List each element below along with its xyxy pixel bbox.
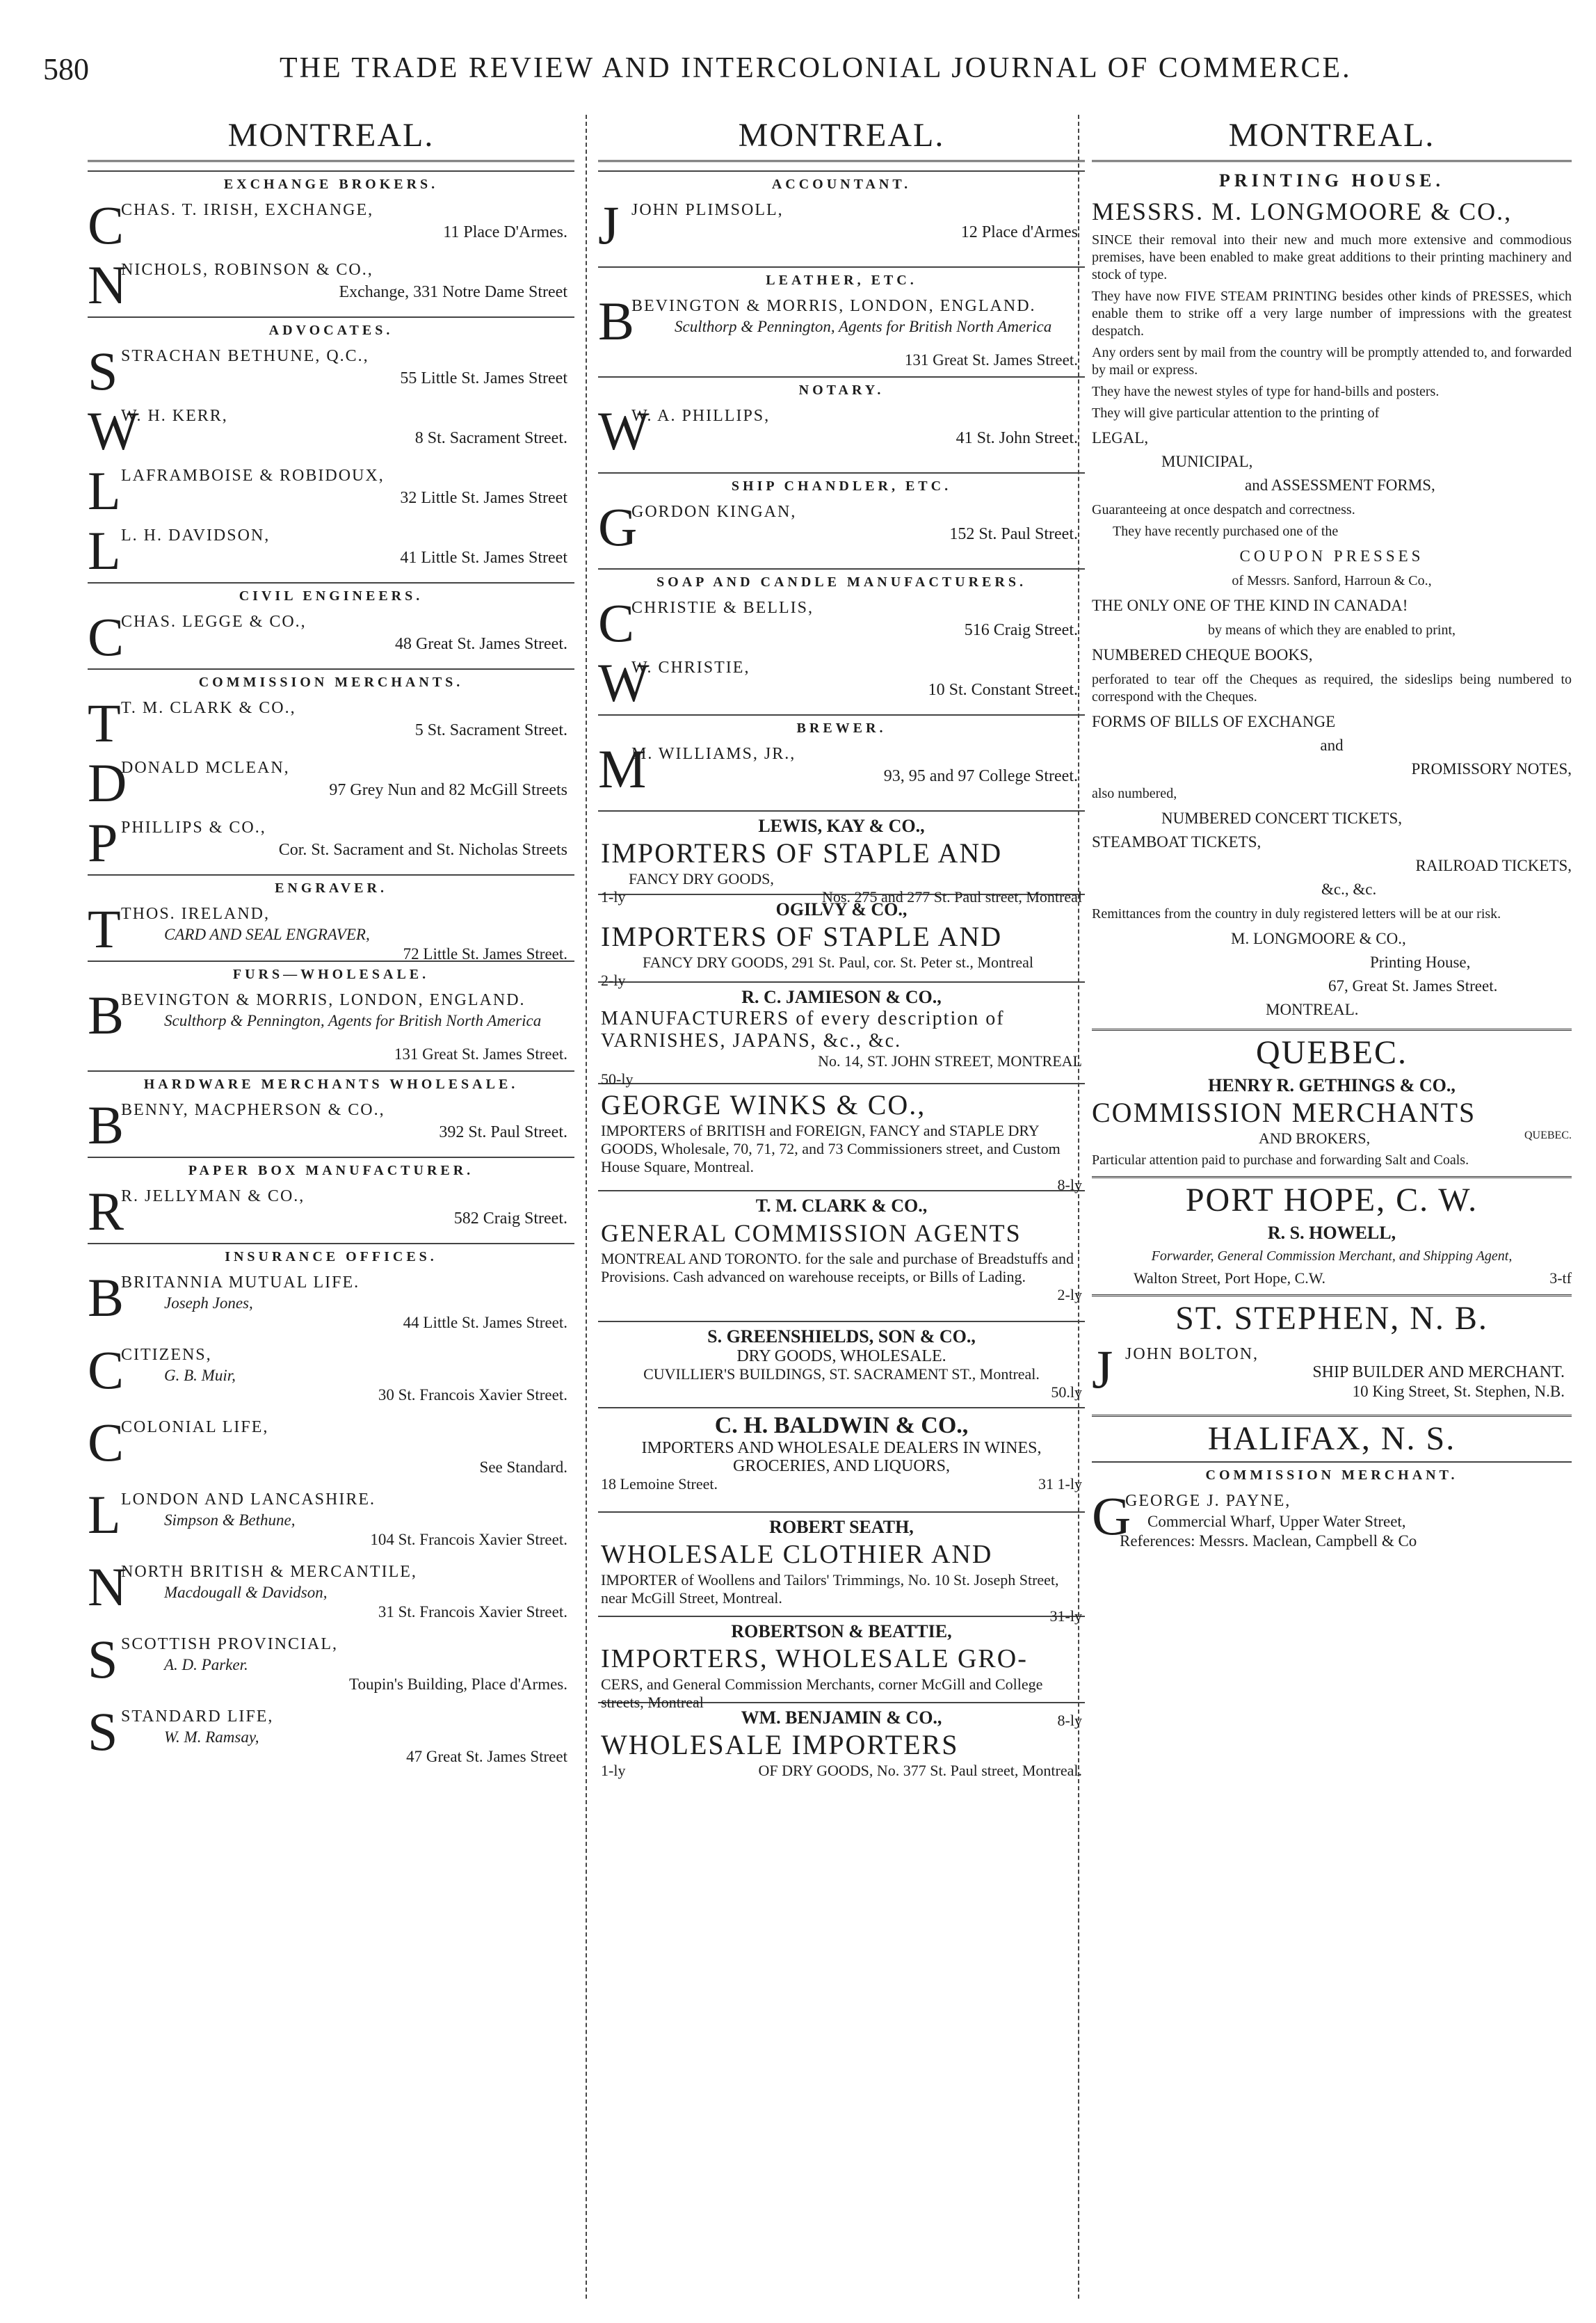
entry-address: Toupin's Building, Place d'Armes.	[349, 1675, 567, 1693]
entry-name: DONALD MCLEAN,	[121, 759, 290, 777]
directory-entry: W W. CHRISTIE, 10 St. Constant Street.	[598, 652, 1078, 713]
directory-entry: C CITIZENS, G. B. Muir, 30 St. Francois Xavier Street.	[88, 1340, 567, 1404]
printing-signature: MONTREAL.	[1266, 1001, 1359, 1018]
directory-entry: M M. WILLIAMS, JR., 93, 95 and 97 College Street.	[598, 739, 1078, 799]
directory-entry: J JOHN PLIMSOLL, 12 Place d'Armes	[598, 195, 1078, 255]
entry-address: 93, 95 and 97 College Street.	[883, 767, 1078, 785]
entry-name: GORDON KINGAN,	[631, 503, 797, 521]
directory-entry: L L. H. DAVIDSON, 41 Little St. James Street	[88, 520, 567, 581]
advertiser-name: HENRY R. GETHINGS & CO.,	[1208, 1075, 1456, 1095]
printing-item: COUPON PRESSES	[1239, 547, 1424, 565]
directory-entry: R R. JELLYMAN & CO., 582 Craig Street.	[88, 1181, 567, 1241]
entry-name: JOHN BOLTON,	[1125, 1345, 1259, 1363]
printing-item: MUNICIPAL,	[1161, 453, 1253, 470]
entry-address: See Standard.	[479, 1458, 567, 1476]
advertisement: C. H. BALDWIN & CO., IMPORTERS AND WHOLESALE DEALERS IN WINES, GROCERIES, AND LIQUORS, 18 Lemoine Street. 31 1-ly	[598, 1407, 1085, 1511]
entry-name: THOS. IRELAND,	[121, 905, 270, 923]
section-title: BREWER.	[598, 714, 1085, 741]
directory-entry: C COLONIAL LIFE, See Standard.	[88, 1412, 567, 1476]
printing-item: STEAMBOAT TICKETS,	[1092, 833, 1262, 851]
advertisement-footer	[1092, 1269, 1572, 1287]
city-heading: QUEBEC.	[1092, 1029, 1572, 1075]
column-montreal-trades	[598, 111, 1085, 2302]
section-title: ACCOUNTANT.	[598, 170, 1085, 197]
page-number: 580	[43, 52, 89, 86]
directory-entry: L LONDON AND LANCASHIRE. Simpson & Bethune, 104 St. Francois Xavier Street.	[88, 1484, 567, 1548]
entry-address: 30 St. Francois Xavier Street.	[378, 1386, 567, 1404]
entry-address: 131 Great St. James Street.	[394, 1045, 567, 1063]
directory-entry: J JOHN BOLTON, SHIP BUILDER AND MERCHANT. 10 King Street, St. Stephen, N.B.	[1092, 1339, 1565, 1400]
column-heading: MONTREAL.	[1092, 111, 1572, 162]
entry-address: 582 Craig Street.	[453, 1209, 567, 1228]
printing-firm: MESSRS. M. LONGMOORE & CO.,	[1092, 198, 1513, 225]
entry-name: NICHOLS, ROBINSON & CO.,	[121, 261, 373, 279]
entry-detail: W. M. Ramsay,	[164, 1728, 259, 1746]
entry-name: R. JELLYMAN & CO.,	[121, 1187, 305, 1205]
entry-address: References: Messrs. Maclean, Campbell & Co	[1120, 1532, 1417, 1550]
advertisement: GEORGE WINKS & CO., IMPORTERS of BRITISH and FOREIGN, FANCY and STAPLE DRY GOODS, Wholesale, 70, 71, 72, and 73 Commissioners street, and Custom House Square, Montreal. 8-ly	[598, 1083, 1085, 1190]
section-title: SOAP AND CANDLE MANUFACTURERS.	[598, 568, 1085, 595]
entry-name: NORTH BRITISH & MERCANTILE,	[121, 1563, 417, 1581]
advertisement: T. M. CLARK & CO., GENERAL COMMISSION AGENTS MONTREAL AND TORONTO. for the sale and purchase of Breadstuffs and Provisions. Cash advanced on warehouse receipts, or Bills of Lading. 2-ly	[598, 1190, 1085, 1321]
directory-entry: W W. A. PHILLIPS, 41 St. John Street.	[598, 401, 1078, 461]
entry-address: 97 Grey Nun and 82 McGill Streets	[329, 781, 567, 799]
entry-address: 41 St. John Street.	[956, 429, 1078, 447]
entry-address: 12 Place d'Armes	[960, 223, 1078, 241]
entry-detail: SHIP BUILDER AND MERCHANT.	[1312, 1363, 1565, 1381]
directory-entry: C CHAS. LEGGE & CO., 48 Great St. James Street.	[88, 606, 567, 667]
entry-name: CHAS. T. IRISH, EXCHANGE,	[121, 201, 374, 219]
entry-detail: Macdougall & Davidson,	[164, 1584, 328, 1601]
entry-name: PHILLIPS & CO.,	[121, 819, 266, 837]
entry-address: 44 Little St. James Street.	[403, 1314, 567, 1331]
entry-name: CHRISTIE & BELLIS,	[631, 599, 814, 617]
advertiser-name: R. S. HOWELL,	[1267, 1223, 1396, 1243]
entry-address: 11 Place D'Armes.	[443, 223, 567, 241]
column-printing-and-cities	[1092, 111, 1572, 2302]
printing-paragraph: Any orders sent by mail from the country will be promptly attended to, and forwarded by mail or express.	[1092, 345, 1572, 378]
printing-item: NUMBERED CONCERT TICKETS,	[1161, 810, 1402, 827]
entry-address: 48 Great St. James Street.	[395, 635, 567, 653]
section-title: ENGRAVER.	[88, 874, 574, 901]
city-heading: PORT HOPE, C. W.	[1092, 1176, 1572, 1223]
printing-paragraph: They will give particular attention to the printing of	[1092, 405, 1380, 421]
printing-item: LEGAL,	[1092, 429, 1149, 447]
advertisement: OGILVY & CO., IMPORTERS OF STAPLE AND FANCY DRY GOODS, 291 St. Paul, cor. St. Peter st., Montreal 2-ly	[598, 894, 1085, 981]
city-heading: HALIFAX, N. S.	[1092, 1415, 1572, 1461]
section-title: NOTARY.	[598, 376, 1085, 403]
entry-detail: Sculthorp & Pennington, Agents for British North America	[675, 318, 1052, 335]
section-title: LEATHER, ETC.	[598, 266, 1085, 293]
entry-name: GEORGE J. PAYNE,	[1125, 1492, 1291, 1510]
printing-paragraph: by means of which they are enabled to print,	[1208, 622, 1456, 638]
advertisement: S. GREENSHIELDS, SON & CO., DRY GOODS, WHOLESALE. CUVILLIER'S BUILDINGS, ST. SACRAMENT ST., Montreal. 50.ly	[598, 1321, 1085, 1407]
section-title: COMMISSION MERCHANTS.	[88, 668, 574, 695]
entry-name: LAFRAMBOISE & ROBIDOUX,	[121, 467, 385, 485]
entry-name: L. H. DAVIDSON,	[121, 527, 271, 545]
directory-entry: D DONALD MCLEAN, 97 Grey Nun and 82 McGill Streets	[88, 753, 567, 813]
printing-item: RAILROAD TICKETS,	[1415, 857, 1572, 874]
printing-paragraph: perforated to tear off the Cheques as required, the sideslips being numbered to correspond with the Cheques.	[1092, 672, 1572, 705]
printing-item: FORMS OF BILLS OF EXCHANGE	[1092, 713, 1336, 730]
entry-name: BEVINGTON & MORRIS, LONDON, ENGLAND.	[121, 991, 526, 1009]
printing-item: and	[1320, 737, 1344, 754]
entry-address: 72 Little St. James Street.	[403, 945, 567, 963]
entry-address: 5 St. Sacrament Street.	[414, 721, 567, 739]
section-title: SHIP CHANDLER, ETC.	[598, 472, 1085, 499]
advertisement-code: 3-tf	[1549, 1269, 1572, 1287]
entry-detail: Joseph Jones,	[164, 1294, 253, 1312]
printing-item: and ASSESSMENT FORMS,	[1245, 476, 1435, 494]
advertisement: R. C. JAMIESON & CO., MANUFACTURERS of every description of VARNISHES, JAPANS, &c., &c. No. 14, ST. JOHN STREET, MONTREAL 50-ly	[598, 981, 1085, 1083]
directory-entry: B BRITANNIA MUTUAL LIFE. Joseph Jones, 44 Little St. James Street.	[88, 1267, 567, 1331]
directory-entry: G GEORGE J. PAYNE, Commercial Wharf, Upper Water Street, References: Messrs. Maclean, Campbell & Co	[1092, 1486, 1417, 1550]
entry-name: CITIZENS,	[121, 1346, 212, 1364]
section-title: FURS—WHOLESALE.	[88, 960, 574, 987]
printing-paragraph: They have the newest styles of type for hand-bills and posters.	[1092, 384, 1440, 399]
entry-name: STRACHAN BETHUNE, Q.C.,	[121, 347, 369, 365]
entry-address: Exchange, 331 Notre Dame Street	[339, 283, 567, 301]
advertisement-line: AND BROKERS,	[1259, 1130, 1371, 1147]
printing-item: THE ONLY ONE OF THE KIND IN CANADA!	[1092, 597, 1408, 614]
directory-entry: C CHAS. T. IRISH, EXCHANGE, 11 Place D'Armes.	[88, 195, 567, 255]
entry-name: LONDON AND LANCASHIRE.	[121, 1490, 376, 1509]
advertisement-text: Particular attention paid to purchase and forwarding Salt and Coals.	[1092, 1152, 1469, 1168]
directory-entry: L LAFRAMBOISE & ROBIDOUX, 32 Little St. James Street	[88, 460, 567, 521]
directory-entry: S STRACHAN BETHUNE, Q.C., 55 Little St. James Street	[88, 341, 567, 401]
advertisement: LEWIS, KAY & CO., IMPORTERS OF STAPLE AND FANCY DRY GOODS, 1-ly Nos. 275 and 277 St. Paul street, Montreal	[598, 810, 1085, 894]
printing-title: PRINTING HOUSE.	[1218, 170, 1445, 191]
section-title: HARDWARE MERCHANTS WHOLESALE.	[88, 1070, 574, 1097]
printing-paragraph: They have recently purchased one of the	[1113, 524, 1339, 539]
printing-item: PROMISSORY NOTES,	[1411, 760, 1572, 778]
section-title: CIVIL ENGINEERS.	[88, 582, 574, 609]
entry-name: BENNY, MACPHERSON & CO.,	[121, 1101, 385, 1119]
entry-address: 152 St. Paul Street.	[949, 525, 1078, 543]
printing-paragraph: Guaranteeing at once despatch and correctness.	[1092, 502, 1355, 517]
column-heading: MONTREAL.	[88, 111, 574, 162]
directory-entry: C CHRISTIE & BELLIS, 516 Craig Street.	[598, 593, 1078, 653]
page-header	[43, 51, 1559, 100]
entry-name: W. A. PHILLIPS,	[631, 407, 771, 425]
directory-entry: N NICHOLS, ROBINSON & CO., Exchange, 331 Notre Dame Street	[88, 255, 567, 315]
printing-signature: 67, Great St. James Street.	[1328, 977, 1498, 995]
entry-name: W. H. KERR,	[121, 407, 228, 425]
section-title: PAPER BOX MANUFACTURER.	[88, 1157, 574, 1183]
printing-item: &c., &c.	[1321, 881, 1377, 898]
entry-address: Cor. St. Sacrament and St. Nicholas Streets	[278, 841, 567, 859]
section-title: ADVOCATES.	[88, 316, 574, 343]
entry-detail: G. B. Muir,	[164, 1367, 236, 1384]
entry-name: STANDARD LIFE,	[121, 1707, 274, 1726]
city-heading: ST. STEPHEN, N. B.	[1092, 1294, 1572, 1341]
entry-detail: Simpson & Bethune,	[164, 1511, 296, 1529]
entry-address: 104 St. Francois Xavier Street.	[370, 1531, 567, 1548]
directory-entry: T T. M. CLARK & CO., 5 St. Sacrament Street.	[88, 693, 567, 753]
directory-entry: W W. H. KERR, 8 St. Sacrament Street.	[88, 401, 567, 461]
entry-address: 392 St. Paul Street.	[439, 1123, 567, 1141]
printing-paragraph: Remittances from the country in duly registered letters will be at our risk.	[1092, 906, 1501, 922]
entry-name: JOHN PLIMSOLL,	[631, 201, 784, 219]
entry-address: 8 St. Sacrament Street.	[414, 429, 567, 447]
entry-address: 47 Great St. James Street	[406, 1748, 567, 1765]
entry-address: 10 St. Constant Street.	[928, 681, 1078, 699]
entry-address: 31 St. Francois Xavier Street.	[378, 1603, 567, 1621]
printing-paragraph: SINCE their removal into their new and much more extensive and commodious premises, have been enabled to make great additions to their printing machinery and stock of type.	[1092, 232, 1572, 282]
directory-entry: T THOS. IRELAND, CARD AND SEAL ENGRAVER, 72 Little St. James Street.	[88, 899, 567, 963]
printing-paragraph: of Messrs. Sanford, Harroun & Co.,	[1232, 573, 1432, 588]
column-rule	[586, 115, 587, 2299]
directory-entry: S SCOTTISH PROVINCIAL, A. D. Parker. Toupin's Building, Place d'Armes.	[88, 1629, 567, 1693]
entry-address: 55 Little St. James Street	[400, 369, 567, 387]
entry-address: 41 Little St. James Street	[400, 549, 567, 567]
column-montreal-directory	[88, 111, 574, 2302]
entry-name: SCOTTISH PROVINCIAL,	[121, 1635, 339, 1653]
printing-signature: Printing House,	[1370, 954, 1471, 971]
entry-name: W. CHRISTIE,	[631, 659, 750, 677]
directory-entry: P PHILLIPS & CO., Cor. St. Sacrament and St. Nicholas Streets	[88, 812, 567, 873]
entry-name: BEVINGTON & MORRIS, LONDON, ENGLAND.	[631, 297, 1036, 315]
entry-detail: CARD AND SEAL ENGRAVER,	[164, 926, 370, 943]
entry-address: 516 Craig Street.	[964, 621, 1078, 639]
printing-signature: M. LONGMOORE & CO.,	[1231, 930, 1406, 947]
directory-entry: B BEVINGTON & MORRIS, LONDON, ENGLAND. Sculthorp & Pennington, Agents for British North America 131 Great St. James Street.	[598, 291, 1078, 369]
entry-detail: Sculthorp & Pennington, Agents for British North America	[164, 1012, 542, 1029]
advertisement-headline: COMMISSION MERCHANTS	[1092, 1097, 1476, 1128]
advertisement-place: QUEBEC.	[1524, 1130, 1572, 1141]
printing-item: NUMBERED CHEQUE BOOKS,	[1092, 646, 1313, 664]
directory-entry: N NORTH BRITISH & MERCANTILE, Macdougall & Davidson, 31 St. Francois Xavier Street.	[88, 1557, 567, 1621]
printing-paragraph: also numbered,	[1092, 786, 1177, 801]
advertisement: WM. BENJAMIN & CO., WHOLESALE IMPORTERS 1-ly OF DRY GOODS, No. 377 St. Paul street, Montreal.	[598, 1702, 1085, 1795]
section-title: COMMISSION MERCHANT.	[1092, 1461, 1572, 1488]
section-title: INSURANCE OFFICES.	[88, 1243, 574, 1269]
entry-name: BRITANNIA MUTUAL LIFE.	[121, 1273, 360, 1292]
directory-entry: B BEVINGTON & MORRIS, LONDON, ENGLAND. Sculthorp & Pennington, Agents for British North America 131 Great St. James Street.	[88, 985, 567, 1063]
directory-entry: G GORDON KINGAN, 152 St. Paul Street.	[598, 497, 1078, 557]
directory-entry: S STANDARD LIFE, W. M. Ramsay, 47 Great St. James Street	[88, 1701, 567, 1765]
advertisement-list	[598, 810, 1085, 1795]
entry-name: T. M. CLARK & CO.,	[121, 699, 296, 717]
entry-name: COLONIAL LIFE,	[121, 1418, 269, 1436]
advertisement-footer	[1092, 1130, 1572, 1148]
advertisement: ROBERT SEATH, WHOLESALE CLOTHIER AND IMPORTER of Woollens and Tailors' Trimmings, No. 10 St. Joseph Street, near McGill Street, Montreal. 31-ly	[598, 1511, 1085, 1616]
printing-paragraph: They have now FIVE STEAM PRINTING besides other kinds of PRESSES, which enable them to strike off a very large number of impressions with the greatest despatch.	[1092, 289, 1572, 339]
column-heading: MONTREAL.	[598, 111, 1085, 162]
entry-detail: Commercial Wharf, Upper Water Street,	[1147, 1513, 1406, 1530]
advertisement: ROBERTSON & BEATTIE, IMPORTERS, WHOLESALE GRO- CERS, and General Commission Merchants, corner McGill and College streets, Montreal 8-ly	[598, 1616, 1085, 1702]
section-title: EXCHANGE BROKERS.	[88, 170, 574, 197]
entry-address: 32 Little St. James Street	[400, 489, 567, 507]
entry-name: M. WILLIAMS, JR.,	[631, 745, 796, 763]
entry-name: CHAS. LEGGE & CO.,	[121, 613, 307, 631]
entry-address: 131 Great St. James Street.	[904, 351, 1078, 369]
journal-title: THE TRADE REVIEW AND INTERCOLONIAL JOURNAL OF COMMERCE.	[280, 52, 1352, 84]
advertisement-text: Forwarder, General Commission Merchant, and Shipping Agent,	[1151, 1248, 1513, 1264]
entry-address: 10 King Street, St. Stephen, N.B.	[1352, 1383, 1565, 1400]
entry-detail: A. D. Parker.	[164, 1656, 248, 1673]
directory-entry: B BENNY, MACPHERSON & CO., 392 St. Paul Street.	[88, 1095, 567, 1155]
advertisement-address: Walton Street, Port Hope, C.W.	[1134, 1269, 1326, 1287]
